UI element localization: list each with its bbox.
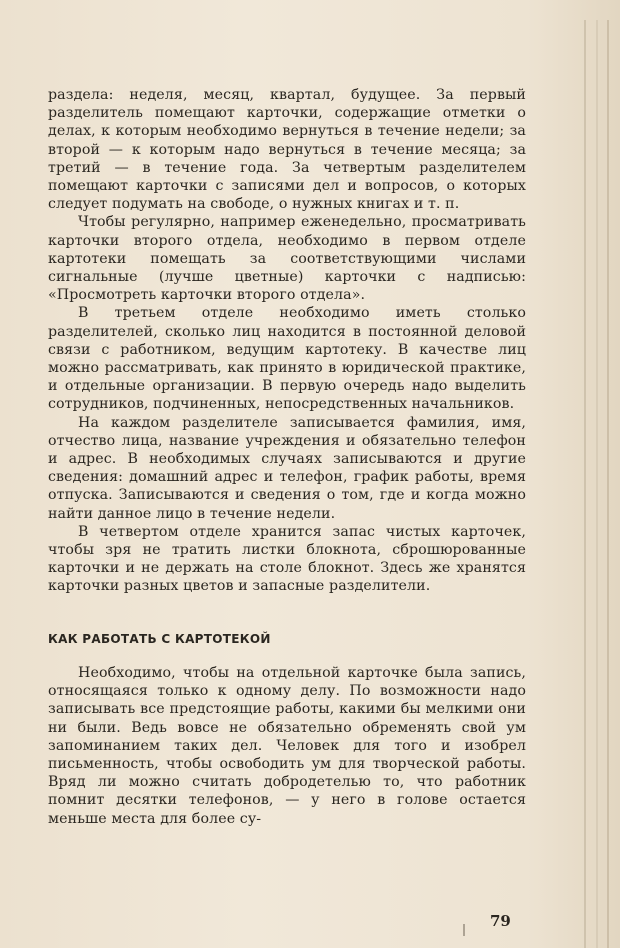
page-text [48,86,526,828]
paragraph: Чтобы регулярно, например еженедельно, просматривать карточки второго отдела, необходимо в первом отделе картотеки помещать за соответствующими числами сигнальные (лучше цветные) карточки с надписью: «Просмотреть карточки второго отдела». [48,214,526,304]
paragraph: раздела: неделя, месяц, квартал, будущее. За первый разделитель помещают карточки, содержащие отметки о делах, к которым необходимо вернуться в течение недели; за второй — к которым надо вернуться в течение месяца; за третий — в течение года. За четвертым разделителем помещают карточки с записями дел и вопросов, о которых следует подумать на свободе, о нужных книгах и т. п. [48,87,526,213]
paragraph: На каждом разделителе записывается фамилия, имя, отчество лица, название учреждения и обязательно телефон и адрес. В необходимых случаях записываются и другие сведения: домашний адрес и телефон, график работы, время отпуска. Записываются и сведения о том, где и когда можно найти данное лицо в течение недели. [48,414,526,522]
page-number: 79 [490,912,511,930]
paragraph: Необходимо, чтобы на отдельной карточке была запись, относящаяся только к одному делу. По возможности надо записывать все предстоящие работы, какими бы мелкими они ни были. Ведь вовсе не обязательно обременять свой ум запоминанием таких дел. Человек для того и изобрел письменность, чтобы освободить ум для творческой работы. Вряд ли можно считать добродетелью то, что работник помнит десятки телефонов, — у него в голове остается меньше места для более су- [48,664,526,827]
paragraph: В четвертом отделе хранится запас чистых карточек, чтобы зря не тратить листки блокнота, сброшюрованные карточки и не держать на столе блокнот. Здесь же хранятся карточки разных цветов и запасные разделители. [48,523,526,595]
page-edge [596,20,598,948]
page-edge [584,20,586,948]
section-heading: КАК РАБОТАТЬ С КАРТОТЕКОЙ [48,631,271,646]
paragraph: В третьем отделе необходимо иметь столько разделителей, сколько лиц находится в постоянной деловой связи с работником, ведущим картотеку. В качестве лиц можно рассматривать, как принято в юридической практике, и отдельные организации. В первую очередь надо выделить сотрудников, подчиненных, непосредственных начальников. [48,305,526,413]
print-mark [463,924,465,936]
page-edge [607,20,609,948]
